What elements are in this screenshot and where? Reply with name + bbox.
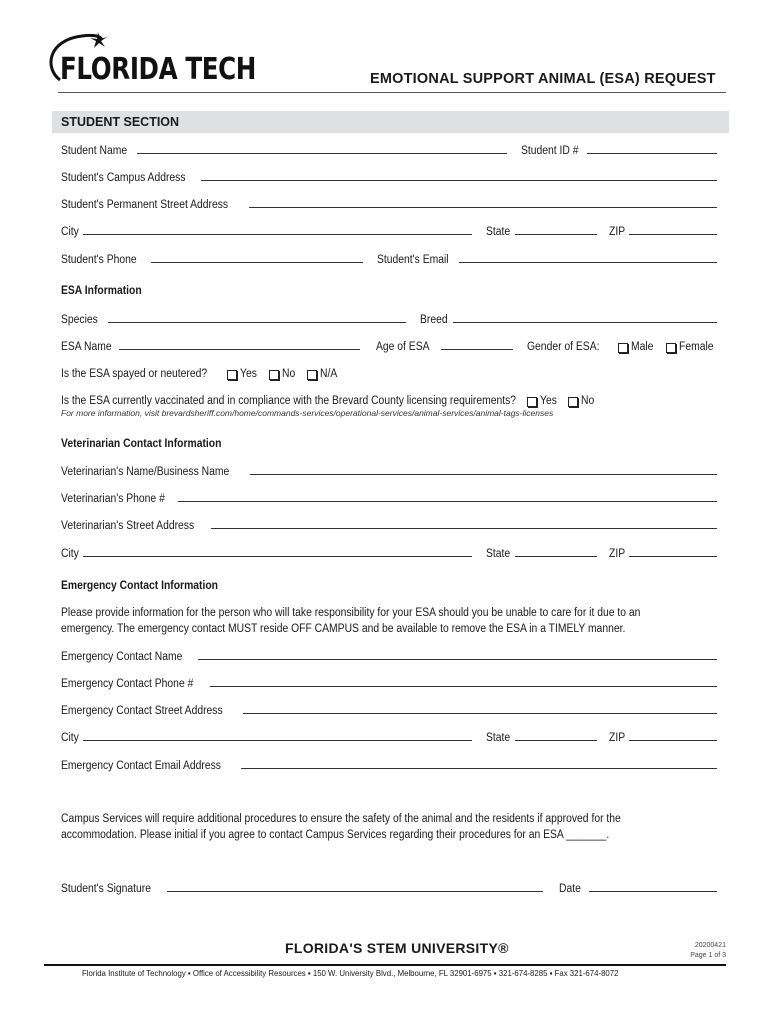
campus-address-label: Student's Campus Address	[61, 172, 186, 184]
form-title: EMOTIONAL SUPPORT ANIMAL (ESA) REQUEST	[370, 71, 716, 87]
spayed-na-checkbox-icon[interactable]	[307, 370, 317, 380]
page-number: Page 1 of 3	[690, 952, 726, 959]
emergency-city-label: City	[61, 732, 79, 744]
vaccinated-yes-option[interactable]	[527, 395, 559, 407]
male-option[interactable]	[618, 341, 656, 353]
vaccinated-question: Is the ESA currently vaccinated and in compliance with the Brevard County licensing requirements?	[61, 395, 517, 407]
emergency-street-field[interactable]	[243, 713, 717, 714]
esa-name-row	[61, 337, 717, 353]
student-phone-label: Student's Phone	[61, 254, 137, 266]
vaccinated-no-option[interactable]	[568, 395, 596, 407]
male-checkbox-icon[interactable]	[618, 343, 628, 353]
vet-state-label: State	[486, 548, 511, 560]
spayed-na-option[interactable]	[307, 368, 339, 380]
emergency-paragraph: Please provide information for the person who will take responsibility for your ESA should you be unable to care for it due to an emergency. The emergency contact MUST reside OFF CAMPUS and be available to remove the ESA in a TIMELY manner.	[61, 607, 641, 635]
footer-address: Florida Institute of Technology ▪ Office of Accessibility Resources ▪ 150 W. University Blvd., Melbourne, FL 32901-6975 ▪ 321-674-8285 ▪ Fax 321-674-8072	[82, 968, 619, 978]
emergency-phone-field[interactable]	[210, 686, 717, 687]
vet-street-field[interactable]	[211, 528, 717, 529]
emergency-email-label: Emergency Contact Email Address	[61, 760, 221, 772]
species-label: Species	[61, 314, 98, 326]
emergency-name-row	[61, 647, 717, 663]
student-section-title: STUDENT SECTION	[61, 115, 180, 129]
florida-tech-logo	[42, 28, 256, 88]
esa-name-field[interactable]	[119, 349, 360, 350]
vet-phone-row	[61, 489, 717, 505]
logo-text: FLORIDA TECH	[60, 52, 256, 87]
age-field[interactable]	[441, 349, 513, 350]
date-label: Date	[558, 883, 581, 895]
vaccinated-row	[61, 391, 717, 407]
esa-name-label: ESA Name	[61, 341, 112, 353]
student-phone-field[interactable]	[151, 262, 363, 263]
emergency-phone-row	[61, 674, 717, 690]
title-divider	[58, 92, 726, 93]
permanent-address-label: Student's Permanent Street Address	[61, 199, 229, 211]
spayed-yes-label: Yes	[240, 368, 258, 380]
vet-name-row	[61, 462, 717, 478]
permanent-address-row	[61, 195, 717, 211]
emergency-name-label: Emergency Contact Name	[61, 651, 183, 663]
emergency-email-field[interactable]	[241, 768, 717, 769]
student-section-bar	[52, 111, 729, 133]
species-field[interactable]	[108, 322, 406, 323]
vet-zip-field[interactable]	[629, 556, 717, 557]
female-label: Female	[678, 341, 714, 353]
vet-name-field[interactable]	[250, 474, 717, 475]
date-field[interactable]	[589, 891, 717, 892]
emergency-phone-label: Emergency Contact Phone #	[61, 678, 194, 690]
species-row	[61, 310, 717, 326]
breed-label: Breed	[419, 314, 448, 326]
emergency-email-row	[61, 756, 717, 772]
esa-info-heading: ESA Information	[61, 285, 142, 297]
vet-info-heading: Veterinarian Contact Information	[61, 438, 222, 450]
vaccinated-yes-label: Yes	[539, 395, 557, 407]
spayed-no-label: No	[282, 368, 296, 380]
state-field[interactable]	[515, 234, 597, 235]
state-label: State	[486, 226, 511, 238]
male-label: Male	[630, 341, 654, 353]
gender-label: Gender of ESA:	[527, 341, 600, 353]
revision-block	[650, 941, 726, 961]
vet-phone-label: Veterinarian's Phone #	[61, 493, 165, 505]
vet-city-label: City	[61, 548, 79, 560]
brand-prefix: FLORIDA'S	[285, 940, 367, 956]
student-contact-row	[61, 250, 717, 266]
emergency-state-label: State	[486, 732, 511, 744]
female-checkbox-icon[interactable]	[666, 343, 676, 353]
student-name-field[interactable]	[137, 153, 508, 154]
female-option[interactable]	[666, 341, 717, 353]
signature-row	[61, 879, 717, 895]
student-id-label: Student ID #	[521, 145, 579, 157]
footer-divider	[44, 964, 726, 966]
emergency-street-label: Emergency Contact Street Address	[61, 705, 223, 717]
spayed-row	[61, 364, 717, 380]
emergency-zip-field[interactable]	[629, 740, 717, 741]
vaccinated-yes-checkbox-icon[interactable]	[527, 397, 537, 407]
vet-name-label: Veterinarian's Name/Business Name	[61, 466, 230, 478]
student-email-field[interactable]	[459, 262, 717, 263]
emergency-street-row	[61, 701, 717, 717]
spayed-question: Is the ESA spayed or neutered?	[61, 368, 208, 380]
vet-zip-label: ZIP	[609, 548, 626, 560]
brand-stem: STEM	[366, 940, 407, 956]
student-name-row	[61, 141, 717, 157]
spayed-no-checkbox-icon[interactable]	[269, 370, 279, 380]
signature-field[interactable]	[167, 891, 543, 892]
emergency-state-field[interactable]	[515, 740, 597, 741]
student-id-field[interactable]	[587, 153, 717, 154]
city-field[interactable]	[83, 234, 472, 235]
emergency-name-field[interactable]	[198, 659, 717, 660]
brand-suffix: UNIVERSITY®	[406, 940, 509, 956]
student-city-row	[61, 222, 717, 238]
campus-address-row	[61, 168, 717, 184]
vet-city-row	[61, 544, 717, 560]
spayed-yes-option[interactable]	[227, 368, 259, 380]
emergency-zip-label: ZIP	[609, 732, 626, 744]
campus-services-paragraph: Campus Services will require additional procedures to ensure the safety of the animal and the residents if approved for the accommodation. Please initial if you agree to contact Campus Services regarding their procedures for an ESA _______.	[61, 813, 621, 841]
vaccinated-no-checkbox-icon[interactable]	[568, 397, 578, 407]
age-label: Age of ESA	[376, 341, 430, 353]
emergency-city-field[interactable]	[83, 740, 472, 741]
breed-field[interactable]	[453, 322, 717, 323]
more-info-note: For more information, visit brevardsheriff.com/home/commands-services/operational-services/animal-services/animal-tags-licenses	[61, 408, 554, 418]
vet-phone-field[interactable]	[178, 501, 717, 502]
vet-street-label: Veterinarian's Street Address	[61, 520, 195, 532]
emergency-city-row	[61, 728, 717, 744]
city-label: City	[61, 226, 79, 238]
signature-label: Student's Signature	[61, 883, 152, 895]
spayed-na-label: N/A	[319, 368, 338, 380]
spayed-no-option[interactable]	[269, 368, 297, 380]
permanent-address-field[interactable]	[249, 207, 717, 208]
emergency-info-heading: Emergency Contact Information	[61, 580, 219, 592]
zip-label: ZIP	[609, 226, 626, 238]
student-email-label: Student's Email	[377, 254, 449, 266]
campus-address-field[interactable]	[201, 180, 717, 181]
vet-street-row	[61, 516, 717, 532]
vet-city-field[interactable]	[83, 556, 472, 557]
revision-date: 20200421	[694, 942, 726, 949]
spayed-yes-checkbox-icon[interactable]	[227, 370, 237, 380]
zip-field[interactable]	[629, 234, 717, 235]
student-name-label: Student Name	[61, 145, 128, 157]
footer-brand	[285, 940, 509, 956]
vet-state-field[interactable]	[515, 556, 597, 557]
vaccinated-no-label: No	[581, 395, 595, 407]
